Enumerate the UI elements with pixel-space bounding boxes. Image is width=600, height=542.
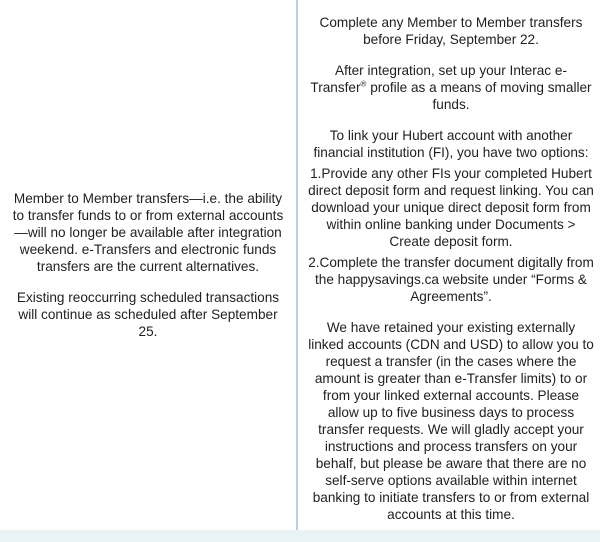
right-column <box>298 0 600 530</box>
external-accounts-note: We have retained your existing externally linked accounts (CDN and USD) to allow you to request a transfer (in the cases where the amount is greater than e-Transfer limits) to or from your linked external accounts. Please allow up to five business days to process transfer requests. We will gladly accept your instructions and process transfers on your behalf, but please be aware that there are no self-serve options available within internet banking to initiate transfers to or from external accounts at this time. <box>308 320 594 522</box>
option-one: 1.Provide any other FIs your completed Hubert direct deposit form and request linking. You can download your unique direct deposit form from within online banking under Documents > Create deposit form. <box>308 166 594 249</box>
member-transfers-note: Member to Member transfers—i.e. the ability to transfer funds to or from external accounts—will no longer be available after integration weekend. e-Transfers and electronic funds transfers are the current alternatives. <box>12 191 284 274</box>
etransfer-note: After integration, set up your Interac e-Transfer® profile as a means of moving smaller funds. <box>310 63 592 112</box>
bottom-band <box>0 530 600 542</box>
link-account-intro: To link your Hubert account with another financial institution (FI), you have two options: <box>313 128 589 160</box>
left-column <box>0 0 296 530</box>
scheduled-transactions-note: Existing reoccurring scheduled transactions will continue as scheduled after September 25. <box>16 290 280 339</box>
deadline-note: Complete any Member to Member transfers before Friday, September 22. <box>319 15 583 47</box>
option-two: 2.Complete the transfer document digitally from the happysavings.ca website under “Forms & Agreements”. <box>308 255 594 304</box>
